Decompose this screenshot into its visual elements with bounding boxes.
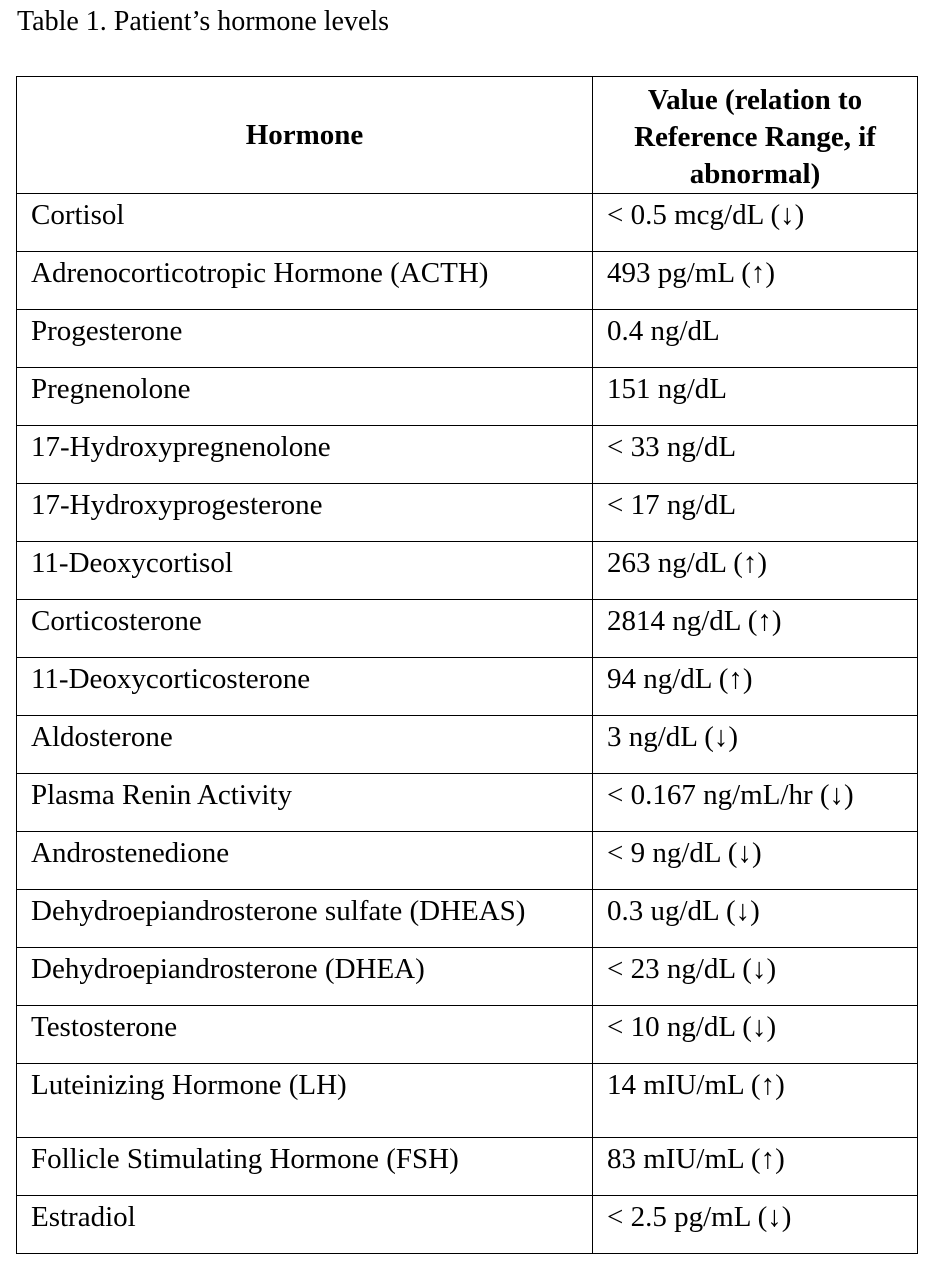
column-header-value: Value (relation to Reference Range, if abnormal) <box>593 77 918 194</box>
table-row <box>17 426 918 484</box>
value-cell: 151 ng/dL <box>593 368 918 426</box>
table-row <box>17 658 918 716</box>
hormone-cell: Androstenedione <box>17 832 593 890</box>
table-row <box>17 194 918 252</box>
value-cell: < 9 ng/dL (↓) <box>593 832 918 890</box>
hormone-cell: Adrenocorticotropic Hormone (ACTH) <box>17 252 593 310</box>
hormone-cell: Aldosterone <box>17 716 593 774</box>
hormone-cell: Dehydroepiandrosterone (DHEA) <box>17 948 593 1006</box>
table-row <box>17 1006 918 1064</box>
hormone-cell: Plasma Renin Activity <box>17 774 593 832</box>
hormone-table <box>16 76 918 1254</box>
column-header-hormone: Hormone <box>17 77 593 194</box>
table-row <box>17 252 918 310</box>
hormone-cell: Dehydroepiandrosterone sulfate (DHEAS) <box>17 890 593 948</box>
value-cell: 0.4 ng/dL <box>593 310 918 368</box>
table-row <box>17 716 918 774</box>
table-row <box>17 542 918 600</box>
value-cell: < 23 ng/dL (↓) <box>593 948 918 1006</box>
table-row <box>17 600 918 658</box>
hormone-cell: 11-Deoxycorticosterone <box>17 658 593 716</box>
value-cell: 14 mIU/mL (↑) <box>593 1064 918 1138</box>
table-row <box>17 1064 918 1138</box>
value-cell: 493 pg/mL (↑) <box>593 252 918 310</box>
hormone-cell: Estradiol <box>17 1196 593 1254</box>
hormone-cell: Luteinizing Hormone (LH) <box>17 1064 593 1138</box>
hormone-cell: 17-Hydroxypregnenolone <box>17 426 593 484</box>
value-cell: < 17 ng/dL <box>593 484 918 542</box>
value-cell: < 2.5 pg/mL (↓) <box>593 1196 918 1254</box>
value-cell: 94 ng/dL (↑) <box>593 658 918 716</box>
value-cell: < 0.5 mcg/dL (↓) <box>593 194 918 252</box>
hormone-cell: Progesterone <box>17 310 593 368</box>
table-caption: Table 1. Patient’s hormone levels <box>17 6 390 37</box>
value-cell: 0.3 ug/dL (↓) <box>593 890 918 948</box>
value-cell: 2814 ng/dL (↑) <box>593 600 918 658</box>
hormone-cell: Corticosterone <box>17 600 593 658</box>
table-row <box>17 948 918 1006</box>
table-row <box>17 890 918 948</box>
hormone-cell: Follicle Stimulating Hormone (FSH) <box>17 1138 593 1196</box>
table-row <box>17 1138 918 1196</box>
value-cell: < 0.167 ng/mL/hr (↓) <box>593 774 918 832</box>
table-row <box>17 832 918 890</box>
value-cell: 3 ng/dL (↓) <box>593 716 918 774</box>
table-row <box>17 310 918 368</box>
table-header-row <box>17 77 918 194</box>
hormone-cell: 11-Deoxycortisol <box>17 542 593 600</box>
table-row <box>17 484 918 542</box>
value-cell: < 10 ng/dL (↓) <box>593 1006 918 1064</box>
value-cell: < 33 ng/dL <box>593 426 918 484</box>
hormone-cell: Testosterone <box>17 1006 593 1064</box>
table-row <box>17 774 918 832</box>
table-row <box>17 368 918 426</box>
value-cell: 263 ng/dL (↑) <box>593 542 918 600</box>
table-row <box>17 1196 918 1254</box>
hormone-cell: Pregnenolone <box>17 368 593 426</box>
hormone-cell: 17-Hydroxyprogesterone <box>17 484 593 542</box>
hormone-cell: Cortisol <box>17 194 593 252</box>
value-cell: 83 mIU/mL (↑) <box>593 1138 918 1196</box>
